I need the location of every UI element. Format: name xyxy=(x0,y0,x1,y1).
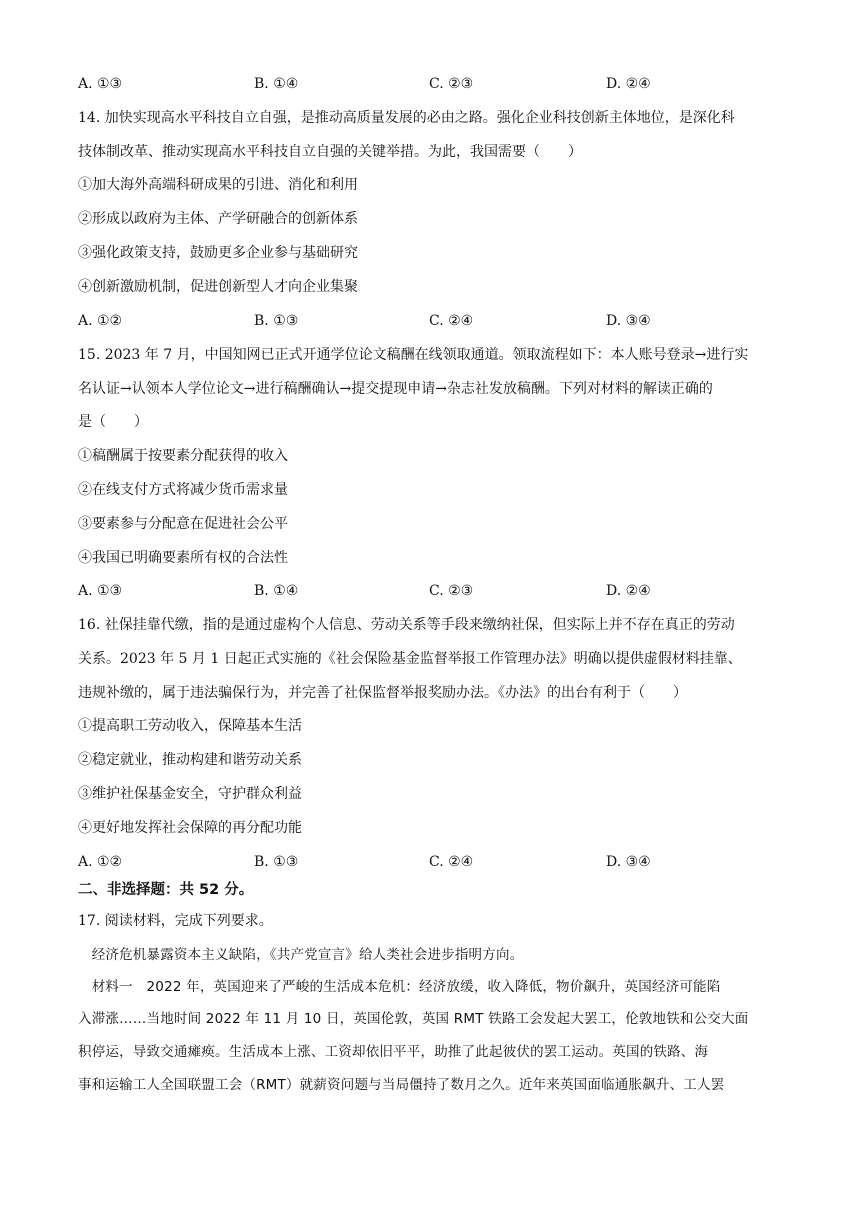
q14-options xyxy=(78,311,788,331)
q13-option-c[interactable]: C. ②③ xyxy=(429,76,474,92)
q15-option-c[interactable]: C. ②③ xyxy=(429,583,474,599)
q15-item-2: ②在线支付方式将减少货币需求量 xyxy=(78,482,288,498)
q16-option-c[interactable]: C. ②④ xyxy=(429,854,474,870)
q16-stem-line-3: 违规补缴的，属于违法骗保行为，并完善了社保监督举报奖励办法。《办法》的出台有利于（ ） xyxy=(78,685,687,701)
q17-material-line-1: 材料一 2022 年，英国迎来了严峻的生活成本危机：经济放缓，收入降低，物价飙升，英国经济可能陷 xyxy=(78,979,721,995)
q17-material-line-4: 事和运输工人全国联盟工会（RMT）就薪资问题与当局僵持了数月之久。近年来英国面临通胀飙升、工人罢 xyxy=(78,1077,725,1093)
q16-stem-line-1: 16. 社保挂靠代缴，指的是通过虚构个人信息、劳动关系等手段来缴纳社保，但实际上并不存在真正的劳动 xyxy=(78,617,735,633)
q16-stem-line-2: 关系。2023 年 5 月 1 日起正式实施的《社会保险基金监督举报工作管理办法》明确以提供虚假材料挂靠、 xyxy=(78,651,742,667)
q14-option-a[interactable]: A. ①② xyxy=(78,313,123,329)
q17-material-line-3: 积停运，导致交通瘫痪。生活成本上涨、工资却依旧平平，助推了此起彼伏的罢工运动。英国的铁路、海 xyxy=(78,1044,709,1060)
q13-option-b[interactable]: B. ①④ xyxy=(254,76,299,92)
q14-option-d[interactable]: D. ③④ xyxy=(606,313,651,329)
q14-stem-line-2: 技体制改革、推动实现高水平科技自立自强的关键举措。为此，我国需要（ ） xyxy=(78,144,582,160)
q17-material-line-2: 入滞涨……当地时间 2022 年 11 月 10 日，英国伦敦，英国 RMT 铁路工会发起大罢工，伦敦地铁和公交大面 xyxy=(78,1011,749,1027)
q14-item-2: ②形成以政府为主体、产学研融合的创新体系 xyxy=(78,211,358,227)
q15-stem-line-2: 名认证→认领本人学位论文→进行稿酬确认→提交提现申请→杂志社发放稿酬。下列对材料的解读正确的 xyxy=(78,381,713,397)
q15-option-d[interactable]: D. ②④ xyxy=(606,583,651,599)
q14-option-c[interactable]: C. ②④ xyxy=(429,313,474,329)
q16-options xyxy=(78,852,788,872)
section-heading-non-choice: 二、非选择题：共 52 分。 xyxy=(78,882,254,898)
q17-intro: 经济危机暴露资本主义缺陷，《共产党宣言》给人类社会进步指明方向。 xyxy=(78,947,524,963)
q16-item-2: ②稳定就业，推动构建和谐劳动关系 xyxy=(78,752,302,768)
q17-stem: 17. 阅读材料，完成下列要求。 xyxy=(78,913,273,929)
q15-item-1: ①稿酬属于按要素分配获得的收入 xyxy=(78,448,288,464)
q16-option-a[interactable]: A. ①② xyxy=(78,854,123,870)
q15-stem-line-1: 15. 2023 年 7 月，中国知网已正式开通学位论文稿酬在线领取通道。领取流程如下：本人账号登录→进行实 xyxy=(78,347,749,363)
q15-options xyxy=(78,581,788,601)
q13-option-d[interactable]: D. ②④ xyxy=(606,76,651,92)
q16-option-d[interactable]: D. ③④ xyxy=(606,854,651,870)
q15-stem-line-3: 是（ ） xyxy=(78,414,148,430)
q16-item-1: ①提高职工劳动收入，保障基本生活 xyxy=(78,718,302,734)
q14-item-4: ④创新激励机制，促进创新型人才向企业集聚 xyxy=(78,279,358,295)
q14-stem-line-1: 14. 加快实现高水平科技自立自强，是推动高质量发展的必由之路。强化企业科技创新主体地位，是深化科 xyxy=(78,110,735,126)
q13-option-a[interactable]: A. ①③ xyxy=(78,76,123,92)
q16-item-4: ④更好地发挥社会保障的再分配功能 xyxy=(78,820,302,836)
q14-item-1: ①加大海外高端科研成果的引进、消化和利用 xyxy=(78,177,358,193)
q15-option-a[interactable]: A. ①③ xyxy=(78,583,123,599)
q13-options xyxy=(78,74,788,94)
q14-option-b[interactable]: B. ①③ xyxy=(254,313,299,329)
q15-item-4: ④我国已明确要素所有权的合法性 xyxy=(78,550,288,566)
q14-item-3: ③强化政策支持，鼓励更多企业参与基础研究 xyxy=(78,245,358,261)
q15-item-3: ③要素参与分配意在促进社会公平 xyxy=(78,516,288,532)
q15-option-b[interactable]: B. ①④ xyxy=(254,583,299,599)
q16-item-3: ③维护社保基金安全，守护群众利益 xyxy=(78,786,302,802)
q16-option-b[interactable]: B. ①③ xyxy=(254,854,299,870)
